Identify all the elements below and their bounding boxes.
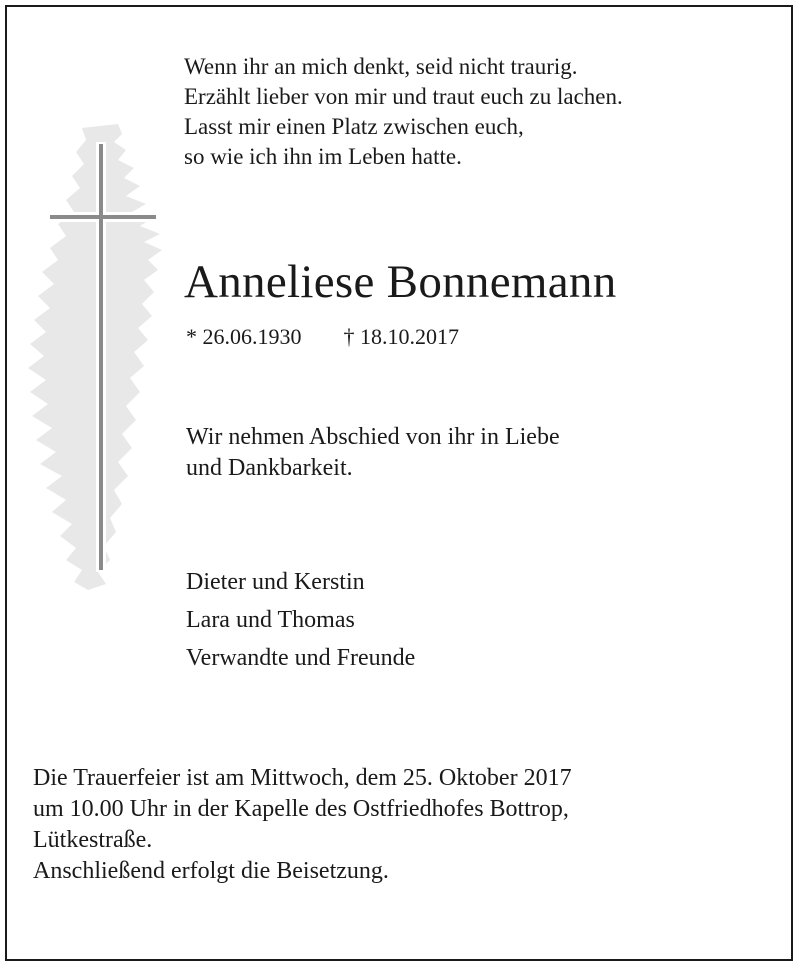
funeral-service-info [33, 763, 572, 887]
mourners-list [186, 563, 415, 677]
service-line: Die Trauerfeier ist am Mittwoch, dem 25. Oktober 2017 [33, 765, 572, 791]
deceased-name: Anneliese Bonnemann [184, 256, 617, 308]
service-line: Lütkestraße. [33, 827, 153, 853]
poem-line: Erzählt lieber von mir und traut euch zu lachen. [184, 84, 623, 109]
service-line: um 10.00 Uhr in der Kapelle des Ostfriedhofes Bottrop, [33, 796, 569, 822]
birth-date: * 26.06.1930 [186, 324, 302, 349]
farewell-text [186, 422, 560, 484]
cross-icon [22, 120, 182, 600]
poem-line: Wenn ihr an mich denkt, seid nicht traurig. [184, 54, 578, 79]
mourner-line: Lara und Thomas [186, 607, 355, 633]
death-date: † 18.10.2017 [343, 324, 459, 349]
poem-verse [184, 52, 623, 172]
mourner-line: Dieter und Kerstin [186, 569, 365, 595]
farewell-line: und Dankbarkeit. [186, 455, 353, 481]
poem-line: Lasst mir einen Platz zwischen euch, [184, 114, 524, 139]
cross-backdrop [28, 124, 162, 590]
mourner-line: Verwandte und Freunde [186, 645, 416, 671]
service-line: Anschließend erfolgt die Beisetzung. [33, 858, 389, 884]
farewell-line: Wir nehmen Abschied von ihr in Liebe [186, 424, 560, 450]
poem-line: so wie ich ihn im Leben hatte. [184, 144, 462, 169]
life-dates [186, 323, 459, 351]
